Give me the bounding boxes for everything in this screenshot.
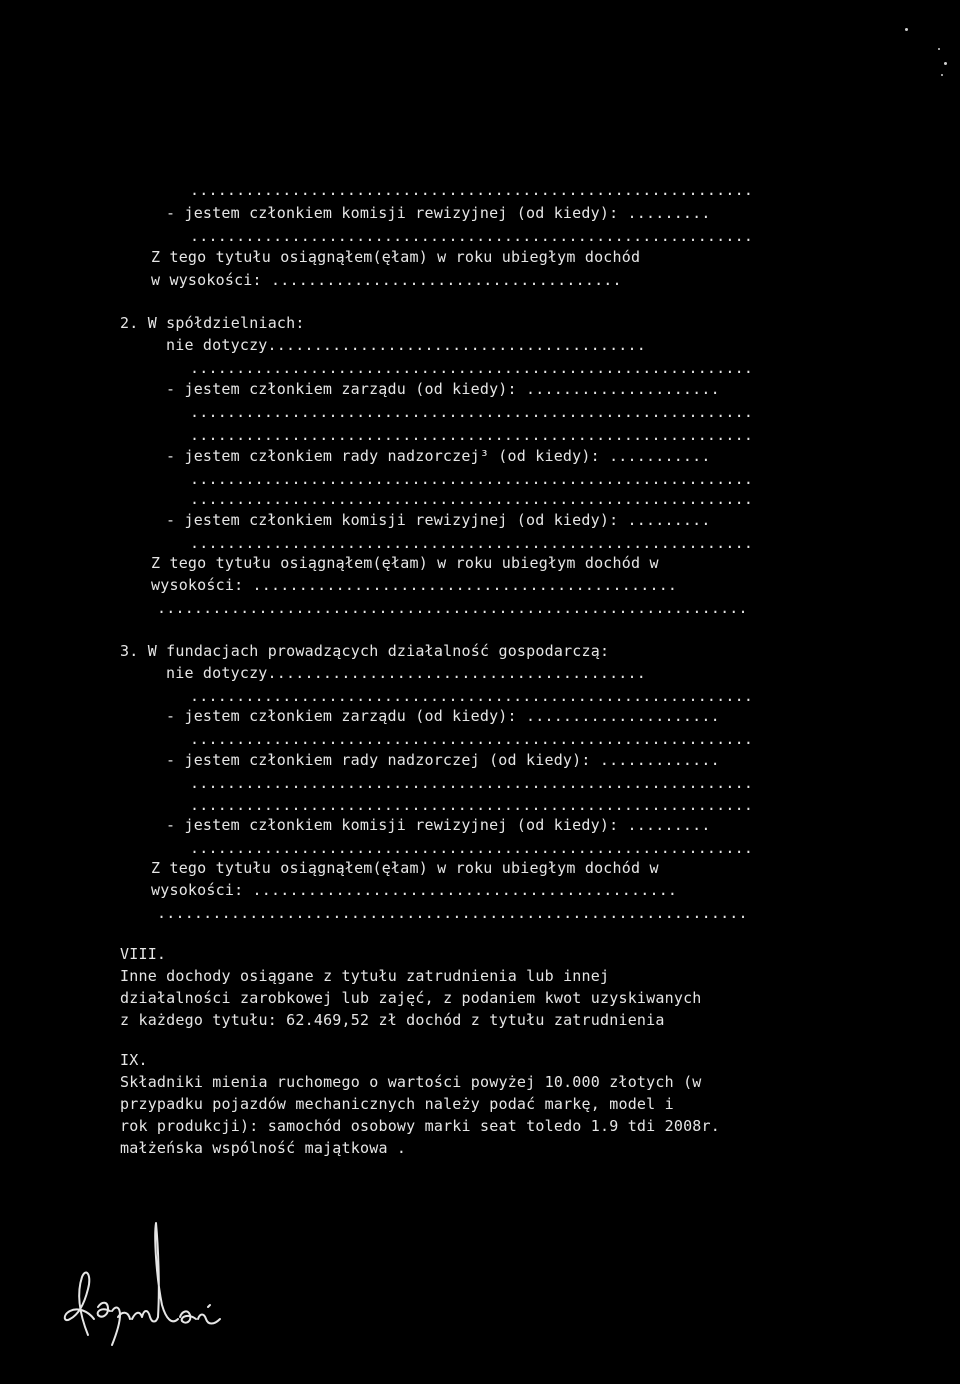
scan-speck xyxy=(905,28,908,31)
paragraph-line: Inne dochody osiągane z tytułu zatrudnienia lub innej xyxy=(120,967,610,985)
section-2-heading: 2. W spółdzielniach: xyxy=(120,314,305,332)
income-amount-line: wysokości: .............................................. xyxy=(151,881,678,899)
dotted-line: ............................................................. xyxy=(190,687,754,705)
dotted-line: ............................................................. xyxy=(190,426,754,444)
dotted-line: ............................................................. xyxy=(190,534,754,552)
dotted-line: ............................................................. xyxy=(190,774,754,792)
dotted-line: ............................................................. xyxy=(190,730,754,748)
paragraph-line: działalności zarobkowej lub zajęć, z podaniem kwot uzyskiwanych xyxy=(120,989,702,1007)
dotted-line: ............................................................. xyxy=(190,181,754,199)
dotted-line: ............................................................. xyxy=(190,359,754,377)
dotted-line: ................................................................ xyxy=(157,599,748,617)
section-ix-heading: IX. xyxy=(120,1051,148,1069)
paragraph-line: rok produkcji): samochód osobowy marki seat toledo 1.9 tdi 2008r. xyxy=(120,1117,720,1135)
not-applicable-line: nie dotyczy......................................... xyxy=(166,664,646,682)
komisja-rewizyjna-line: - jestem członkiem komisji rewizyjnej (od kiedy): ......... xyxy=(166,511,711,529)
dotted-line: ............................................................. xyxy=(190,227,754,245)
not-applicable-line: nie dotyczy......................................... xyxy=(166,336,646,354)
income-amount-line: w wysokości: ...................................... xyxy=(151,271,622,289)
rada-nadzorcza-line: - jestem członkiem rady nadzorczej³ (od kiedy): ........... xyxy=(166,447,711,465)
komisja-rewizyjna-line: - jestem członkiem komisji rewizyjnej (od kiedy): ......... xyxy=(166,816,711,834)
rada-nadzorcza-line: - jestem członkiem rady nadzorczej (od kiedy): ............. xyxy=(166,751,720,769)
section-viii-heading: VIII. xyxy=(120,945,167,963)
zarzad-line: - jestem członkiem zarządu (od kiedy): ..................... xyxy=(166,380,720,398)
scan-speck xyxy=(938,48,940,50)
scan-speck xyxy=(941,74,943,76)
dotted-line: ............................................................. xyxy=(190,796,754,814)
income-line: Z tego tytułu osiągnąłem(ęłam) w roku ubiegłym dochód w xyxy=(151,554,659,572)
section-3-heading: 3. W fundacjach prowadzących działalność gospodarczą: xyxy=(120,642,610,660)
paragraph-line: Składniki mienia ruchomego o wartości powyżej 10.000 złotych (w xyxy=(120,1073,702,1091)
dotted-line: ............................................................. xyxy=(190,490,754,508)
dotted-line: ............................................................. xyxy=(190,470,754,488)
dotted-line: ............................................................. xyxy=(190,839,754,857)
paragraph-line: małżeńska wspólność majątkowa . xyxy=(120,1139,407,1157)
income-line: Z tego tytułu osiągnąłem(ęłam) w roku ubiegłym dochód w xyxy=(151,859,659,877)
zarzad-line: - jestem członkiem zarządu (od kiedy): ..................... xyxy=(166,707,720,725)
income-amount-line: wysokości: .............................................. xyxy=(151,576,678,594)
paragraph-line: z każdego tytułu: 62.469,52 zł dochód z tytułu zatrudnienia xyxy=(120,1011,665,1029)
komisja-rewizyjna-line: - jestem członkiem komisji rewizyjnej (od kiedy): ......... xyxy=(166,204,711,222)
income-line: Z tego tytułu osiągnąłem(ęłam) w roku ubiegłym dochód xyxy=(151,248,641,266)
dotted-line: ................................................................ xyxy=(157,904,748,922)
paragraph-line: przypadku pojazdów mechanicznych należy podać markę, model i xyxy=(120,1095,674,1113)
dotted-line: ............................................................. xyxy=(190,403,754,421)
scan-speck xyxy=(944,62,947,65)
handwritten-signature xyxy=(58,1215,228,1350)
